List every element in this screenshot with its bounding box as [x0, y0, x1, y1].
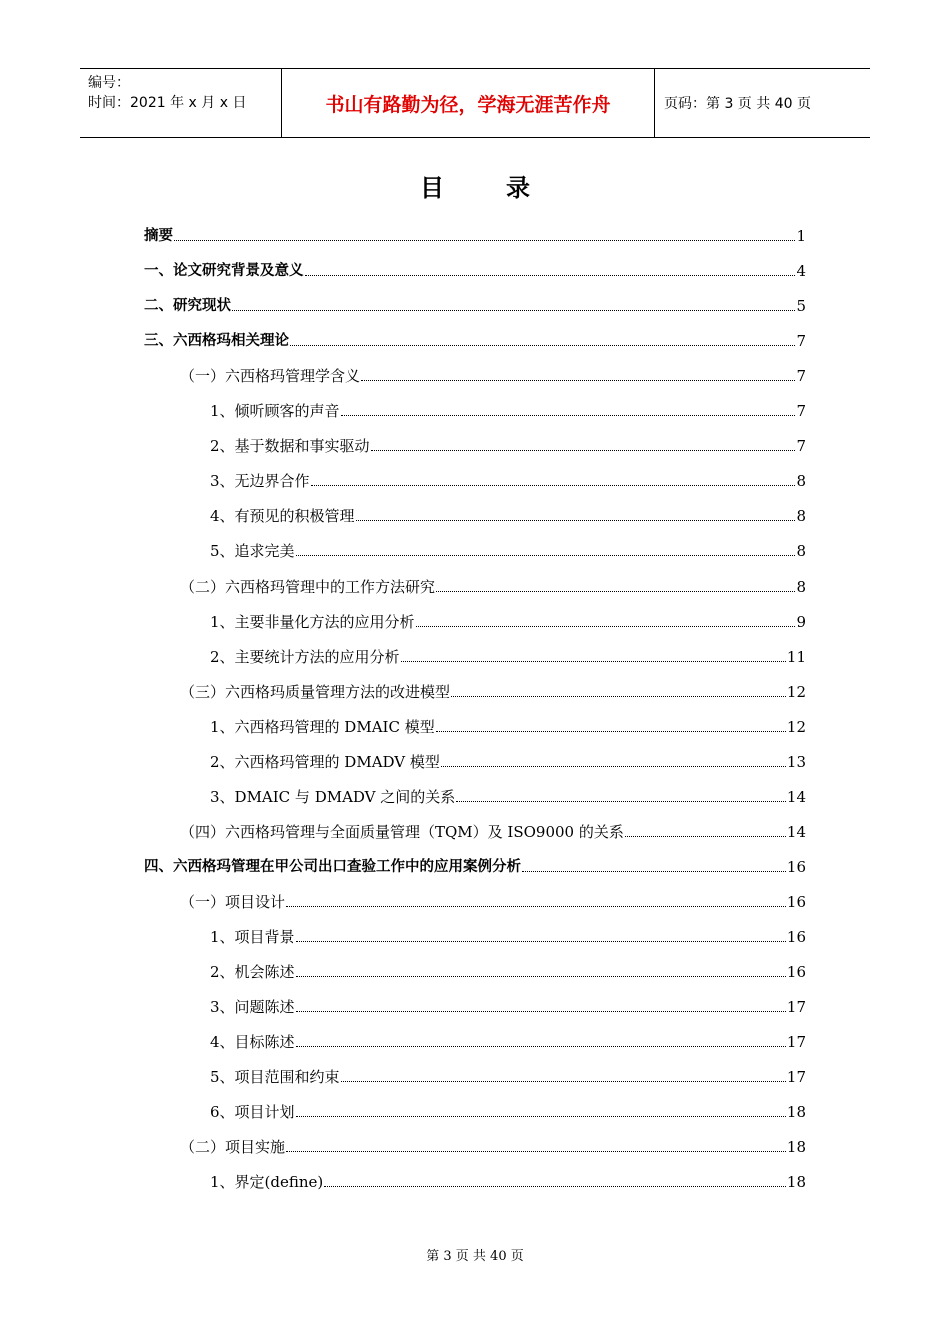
header-time-label: 时间：2021 年 x 月 x 日 — [88, 95, 247, 111]
toc-entry-page: 11 — [786, 647, 806, 666]
toc-leader-dots — [441, 766, 786, 767]
toc-entry-label: 3、问题陈述 — [210, 998, 295, 1017]
toc-entry[interactable] — [210, 608, 806, 632]
toc-entry-page: 17 — [786, 1033, 806, 1052]
toc-leader-dots — [296, 1011, 786, 1012]
toc-entry-label: 一、论文研究背景及意义 — [144, 263, 304, 280]
toc-entry[interactable] — [210, 958, 806, 982]
toc-title-char2: 录 — [506, 174, 530, 202]
toc-leader-dots — [296, 555, 796, 556]
toc-entry-page: 9 — [796, 612, 806, 631]
toc-entry-label: 4、目标陈述 — [210, 1033, 295, 1052]
toc-entry-page: 8 — [796, 577, 806, 596]
toc-leader-dots — [296, 1046, 786, 1047]
toc-entry[interactable] — [210, 1028, 806, 1052]
toc-entry[interactable] — [210, 783, 806, 807]
toc-entry[interactable] — [210, 432, 806, 456]
toc-entry-label: 1、项目背景 — [210, 928, 295, 946]
toc-entry-page: 16 — [786, 963, 806, 982]
toc-entry[interactable] — [210, 397, 806, 421]
toc-leader-dots — [456, 801, 786, 802]
toc-entry-page: 13 — [786, 752, 806, 771]
toc-title-char1: 目 — [420, 174, 444, 202]
header-number-label: 编号： — [88, 75, 130, 91]
toc-entry-page: 16 — [786, 857, 806, 876]
toc-entry-label: 摘要 — [144, 228, 173, 244]
toc-leader-dots — [286, 1151, 786, 1152]
toc-entry-page: 14 — [786, 787, 806, 806]
toc-entry-label: 三、六西格玛相关理论 — [144, 333, 289, 350]
toc-entry[interactable] — [210, 1098, 806, 1122]
toc-entry[interactable] — [210, 748, 806, 772]
toc-entry-label: （四）六西格玛管理与全面质量管理（TQM）及 ISO9000 的关系 — [180, 822, 624, 841]
toc-leader-dots — [371, 450, 796, 451]
toc-entry-page: 12 — [786, 717, 806, 736]
toc-entry[interactable] — [210, 713, 806, 737]
toc-entry-label: 四、六西格玛管理在甲公司出口查验工作中的应用案例分析 — [144, 858, 521, 875]
toc-entry[interactable] — [144, 853, 806, 877]
toc-entry-label: 2、机会陈述 — [210, 963, 295, 982]
page-footer: 第 3 页 共 40 页 — [426, 1249, 524, 1264]
toc-entry[interactable] — [144, 327, 806, 351]
toc-leader-dots — [296, 941, 786, 942]
toc-entry-label: 6、项目计划 — [210, 1103, 295, 1122]
toc-entry-label: 2、基于数据和事实驱动 — [210, 437, 370, 456]
toc-entry-label: 5、项目范围和约束 — [210, 1068, 340, 1087]
page-header — [80, 68, 870, 138]
toc-entry-page: 12 — [786, 682, 806, 701]
toc-entry-page: 18 — [786, 1138, 806, 1157]
toc-leader-dots — [436, 731, 786, 732]
toc-leader-dots — [416, 626, 796, 627]
toc-title — [0, 168, 950, 203]
toc-leader-dots — [290, 345, 795, 346]
toc-leader-dots — [174, 240, 795, 241]
toc-entry[interactable] — [210, 1168, 806, 1192]
toc-entry-page: 8 — [796, 507, 806, 526]
toc-entry-label: 3、无边界合作 — [210, 472, 310, 491]
toc-leader-dots — [361, 380, 795, 381]
toc-leader-dots — [286, 906, 786, 907]
toc-entry-label: 1、界定(define) — [210, 1173, 324, 1192]
toc-entry-label: 1、六西格玛管理的 DMAIC 模型 — [210, 717, 435, 736]
toc-entry[interactable] — [210, 502, 806, 526]
toc-leader-dots — [356, 520, 796, 521]
toc-entry-label: 4、有预见的积极管理 — [210, 507, 355, 526]
toc-entry-page: 7 — [796, 402, 806, 421]
toc-entry[interactable] — [180, 362, 806, 386]
toc-entry-page: 1 — [796, 227, 806, 245]
toc-entry-page: 4 — [796, 262, 806, 281]
toc-entry[interactable] — [210, 467, 806, 491]
toc-entry[interactable] — [180, 573, 806, 597]
toc-entry-label: 1、倾听顾客的声音 — [210, 402, 340, 421]
toc-entry-page: 18 — [786, 1103, 806, 1122]
toc-entry[interactable] — [144, 222, 806, 246]
toc-entry-label: 2、主要统计方法的应用分析 — [210, 647, 400, 666]
toc-entry[interactable] — [144, 257, 806, 281]
toc-entry[interactable] — [210, 993, 806, 1017]
toc-entry-page: 8 — [796, 472, 806, 491]
toc-entry[interactable] — [210, 643, 806, 667]
toc-entry-label: 3、DMAIC 与 DMADV 之间的关系 — [210, 787, 456, 806]
header-meta — [80, 69, 282, 137]
toc-entry-page: 14 — [786, 822, 806, 841]
toc-leader-dots — [451, 696, 786, 697]
toc-entry-label: （一）六西格玛管理学含义 — [180, 367, 361, 386]
toc-leader-dots — [311, 485, 796, 486]
toc-entry-label: 2、六西格玛管理的 DMADV 模型 — [210, 752, 440, 771]
toc-entry-label: 5、追求完美 — [210, 542, 295, 561]
toc-entry[interactable] — [144, 292, 806, 316]
toc-leader-dots — [625, 836, 786, 837]
toc-leader-dots — [296, 1116, 786, 1117]
toc-entry[interactable] — [180, 678, 806, 702]
toc-leader-dots — [296, 976, 786, 977]
header-page-info: 页码：第 3 页 共 40 页 — [664, 96, 811, 112]
toc-entry-label: （二）项目实施 — [180, 1138, 286, 1157]
toc-entry-page: 17 — [786, 1068, 806, 1087]
toc-entry-label: 1、主要非量化方法的应用分析 — [210, 612, 415, 631]
toc-leader-dots — [324, 1186, 786, 1187]
toc-entry[interactable] — [210, 1063, 806, 1087]
toc-entry[interactable] — [210, 537, 806, 561]
toc-entry-label: （二）六西格玛管理中的工作方法研究 — [180, 577, 436, 596]
toc-entry[interactable] — [210, 923, 806, 947]
toc-leader-dots — [341, 415, 796, 416]
header-motto: 书山有路勤为径，学海无涯苦作舟 — [282, 69, 655, 137]
toc-entry-page: 8 — [796, 542, 806, 561]
toc-entry-page: 5 — [796, 297, 806, 316]
toc-leader-dots — [436, 591, 795, 592]
toc-leader-dots — [522, 871, 786, 872]
toc-leader-dots — [401, 661, 786, 662]
toc-entry-label: （三）六西格玛质量管理方法的改进模型 — [180, 682, 451, 701]
toc-entry-page: 7 — [796, 332, 806, 351]
toc-entry-page: 18 — [786, 1173, 806, 1192]
toc-leader-dots — [232, 310, 795, 311]
toc-entry-page: 7 — [796, 437, 806, 456]
toc-entry[interactable] — [180, 818, 806, 842]
toc-leader-dots — [305, 275, 796, 276]
toc-leader-dots — [341, 1081, 786, 1082]
toc-entry-page: 7 — [796, 367, 806, 386]
toc-entry-page: 16 — [786, 892, 806, 911]
toc-entry[interactable] — [180, 1133, 806, 1157]
toc-entry-page: 17 — [786, 998, 806, 1017]
toc-entry[interactable] — [180, 888, 806, 912]
toc-entry-label: 二、研究现状 — [144, 298, 231, 315]
toc-entry-page: 16 — [786, 928, 806, 946]
toc-entry-label: （一）项目设计 — [180, 892, 286, 911]
